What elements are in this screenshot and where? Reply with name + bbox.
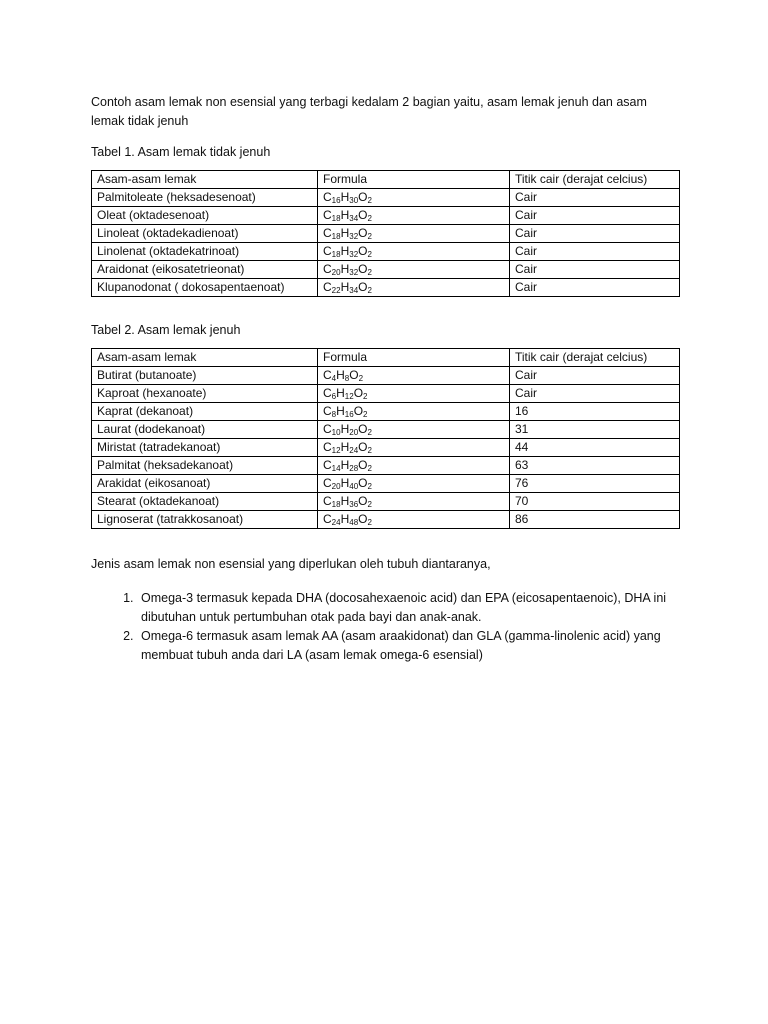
list-item: 1. Omega-3 termasuk kepada DHA (docosahexaenoic acid) dan EPA (eicosapentaenoic), DHA ini dibutuhan untuk pertumbuhan otak pada bayi dan anak-anak. <box>137 589 681 627</box>
formula-element: O <box>358 476 368 490</box>
cell-formula <box>318 403 510 421</box>
formula-element: C <box>323 208 332 222</box>
formula-element: C <box>323 440 332 454</box>
cell-melting-point: Cair <box>510 207 680 225</box>
table-row <box>92 279 680 297</box>
table2-caption: Tabel 2. Asam lemak jenuh <box>91 323 241 337</box>
cell-acid-name: Stearat (oktadekanoat) <box>92 493 318 511</box>
formula-subscript: 2 <box>367 286 372 295</box>
document-page <box>91 93 681 665</box>
header-cell-name: Asam-asam lemak <box>92 171 318 189</box>
cell-melting-point: 86 <box>510 511 680 529</box>
formula-element: H <box>340 458 350 472</box>
formula-element: C <box>323 512 332 526</box>
formula-subscript: 2 <box>367 500 372 509</box>
formula-element: H <box>340 512 350 526</box>
cell-acid-name: Oleat (oktadesenoat) <box>92 207 318 225</box>
formula-subscript: 48 <box>349 518 359 527</box>
formula-element: H <box>340 262 350 276</box>
cell-formula <box>318 261 510 279</box>
cell-acid-name: Kaproat (hexanoate) <box>92 385 318 403</box>
formula-subscript: 2 <box>367 250 372 259</box>
formula-element: O <box>358 440 368 454</box>
formula-subscript: 2 <box>363 392 368 401</box>
cell-formula <box>318 189 510 207</box>
cell-formula <box>318 385 510 403</box>
table-header-row <box>92 349 680 367</box>
formula-subscript: 2 <box>358 374 364 383</box>
formula-subscript: 36 <box>349 500 359 509</box>
table-row <box>92 439 680 457</box>
list-item: 2. Omega-6 termasuk asam lemak AA (asam araakidonat) dan GLA (gamma-linolenic acid) yang membuat tubuh anda dari LA (asam lemak omega-6 esensial) <box>137 627 681 665</box>
formula-element: O <box>358 458 368 472</box>
formula-element: H <box>340 440 350 454</box>
header-cell-melting-point: Titik cair (derajat celcius) <box>510 349 680 367</box>
cell-melting-point: 31 <box>510 421 680 439</box>
formula-element: C <box>323 476 332 490</box>
formula-subscript: 32 <box>349 268 359 277</box>
formula-element: C <box>323 386 332 400</box>
table-row <box>92 367 680 385</box>
formula-subscript: 2 <box>367 196 372 205</box>
formula-element: C <box>323 226 332 240</box>
formula-element: C <box>323 368 332 382</box>
formula-element: O <box>353 404 364 418</box>
table-row <box>92 457 680 475</box>
table-row <box>92 385 680 403</box>
formula-subscript: 20 <box>331 482 341 491</box>
cell-melting-point: 16 <box>510 403 680 421</box>
cell-melting-point: Cair <box>510 189 680 207</box>
formula-subscript: 4 <box>331 374 337 383</box>
cell-formula <box>318 421 510 439</box>
cell-melting-point: Cair <box>510 279 680 297</box>
table-unsaturated-fatty-acids <box>91 170 680 297</box>
formula-subscript: 28 <box>349 464 359 473</box>
formula-subscript: 16 <box>331 196 341 205</box>
formula-subscript: 8 <box>331 410 337 419</box>
formula-element: H <box>336 368 345 382</box>
formula-element: O <box>358 280 368 294</box>
table-row <box>92 475 680 493</box>
cell-formula <box>318 457 510 475</box>
cell-formula <box>318 243 510 261</box>
formula-element: O <box>358 494 368 508</box>
formula-element: O <box>358 244 368 258</box>
formula-element: H <box>340 494 350 508</box>
formula-subscript: 2 <box>367 518 372 527</box>
formula-subscript: 2 <box>363 410 368 419</box>
formula-element: C <box>323 190 332 204</box>
table-header-row <box>92 171 680 189</box>
cell-formula <box>318 207 510 225</box>
formula-element: O <box>358 512 368 526</box>
formula-element: O <box>358 190 368 204</box>
cell-acid-name: Araidonat (eikosatetrieonat) <box>92 261 318 279</box>
cell-acid-name: Lignoserat (tatrakkosanoat) <box>92 511 318 529</box>
formula-element: O <box>349 368 359 382</box>
formula-element: H <box>336 404 345 418</box>
formula-element: O <box>358 422 368 436</box>
table-saturated-fatty-acids <box>91 348 680 529</box>
cell-acid-name: Palmitat (heksadekanoat) <box>92 457 318 475</box>
formula-element: H <box>340 190 350 204</box>
formula-element: H <box>340 280 350 294</box>
formula-subscript: 2 <box>367 232 372 241</box>
formula-subscript: 30 <box>349 196 359 205</box>
cell-acid-name: Arakidat (eikosanoat) <box>92 475 318 493</box>
formula-subscript: 40 <box>349 482 359 491</box>
formula-subscript: 24 <box>349 446 359 455</box>
formula-element: O <box>358 262 368 276</box>
formula-element: O <box>353 386 364 400</box>
formula-element: C <box>323 494 332 508</box>
formula-subscript: 34 <box>349 214 359 223</box>
formula-element: H <box>340 476 350 490</box>
formula-subscript: 20 <box>331 268 341 277</box>
cell-acid-name: Palmitoleate (heksadesenoat) <box>92 189 318 207</box>
cell-melting-point: Cair <box>510 367 680 385</box>
cell-formula <box>318 439 510 457</box>
table-row <box>92 261 680 279</box>
formula-element: O <box>358 208 368 222</box>
formula-element: C <box>323 404 332 418</box>
table-row <box>92 225 680 243</box>
cell-acid-name: Klupanodonat ( dokosapentaenoat) <box>92 279 318 297</box>
formula-subscript: 10 <box>331 428 341 437</box>
cell-acid-name: Linoleat (oktadekadienoat) <box>92 225 318 243</box>
formula-subscript: 22 <box>331 286 341 295</box>
formula-element: C <box>323 244 332 258</box>
table1-caption: Tabel 1. Asam lemak tidak jenuh <box>91 145 271 159</box>
formula-subscript: 14 <box>331 464 341 473</box>
list-intro-text: Jenis asam lemak non esensial yang diperlukan oleh tubuh diantaranya, <box>91 557 491 571</box>
formula-subscript: 32 <box>349 232 359 241</box>
table-row <box>92 207 680 225</box>
cell-acid-name: Miristat (tatradekanoat) <box>92 439 318 457</box>
cell-formula <box>318 475 510 493</box>
formula-subscript: 20 <box>349 428 359 437</box>
formula-element: C <box>323 422 332 436</box>
formula-element: O <box>358 226 368 240</box>
formula-element: C <box>323 280 332 294</box>
cell-melting-point: Cair <box>510 243 680 261</box>
formula-element: H <box>340 226 350 240</box>
cell-formula <box>318 279 510 297</box>
formula-subscript: 2 <box>367 482 372 491</box>
header-cell-melting-point: Titik cair (derajat celcius) <box>510 171 680 189</box>
formula-element: H <box>336 386 345 400</box>
table-row <box>92 511 680 529</box>
formula-subscript: 16 <box>344 410 354 419</box>
cell-melting-point: 76 <box>510 475 680 493</box>
formula-subscript: 2 <box>367 464 372 473</box>
formula-element: H <box>340 208 350 222</box>
formula-subscript: 18 <box>331 232 341 241</box>
cell-formula <box>318 225 510 243</box>
cell-formula <box>318 493 510 511</box>
numbered-list <box>91 589 681 665</box>
formula-subscript: 2 <box>367 268 372 277</box>
cell-melting-point: 63 <box>510 457 680 475</box>
formula-subscript: 12 <box>331 446 341 455</box>
formula-element: H <box>340 422 350 436</box>
formula-subscript: 18 <box>331 500 341 509</box>
cell-melting-point: Cair <box>510 261 680 279</box>
cell-acid-name: Butirat (butanoate) <box>92 367 318 385</box>
formula-subscript: 18 <box>331 250 341 259</box>
formula-subscript: 34 <box>349 286 359 295</box>
formula-subscript: 8 <box>344 374 350 383</box>
table-row <box>92 493 680 511</box>
header-cell-formula: Formula <box>318 349 510 367</box>
cell-formula <box>318 511 510 529</box>
formula-element: H <box>340 244 350 258</box>
formula-subscript: 32 <box>349 250 359 259</box>
cell-acid-name: Laurat (dodekanoat) <box>92 421 318 439</box>
cell-melting-point: 44 <box>510 439 680 457</box>
header-cell-name: Asam-asam lemak <box>92 349 318 367</box>
table-row <box>92 243 680 261</box>
formula-subscript: 24 <box>331 518 341 527</box>
formula-subscript: 18 <box>331 214 341 223</box>
formula-subscript: 6 <box>331 392 337 401</box>
header-cell-formula: Formula <box>318 171 510 189</box>
table-row <box>92 421 680 439</box>
cell-melting-point: Cair <box>510 225 680 243</box>
table-row <box>92 189 680 207</box>
cell-melting-point: 70 <box>510 493 680 511</box>
cell-formula <box>318 367 510 385</box>
formula-subscript: 2 <box>367 428 372 437</box>
cell-acid-name: Kaprat (dekanoat) <box>92 403 318 421</box>
table-row <box>92 403 680 421</box>
formula-element: C <box>323 262 332 276</box>
formula-element: C <box>323 458 332 472</box>
formula-subscript: 2 <box>367 214 372 223</box>
cell-melting-point: Cair <box>510 385 680 403</box>
formula-subscript: 2 <box>367 446 372 455</box>
intro-paragraph: Contoh asam lemak non esensial yang terbagi kedalam 2 bagian yaitu, asam lemak jenuh dan asam lemak tidak jenuh <box>91 95 647 128</box>
formula-subscript: 12 <box>344 392 354 401</box>
cell-acid-name: Linolenat (oktadekatrinoat) <box>92 243 318 261</box>
